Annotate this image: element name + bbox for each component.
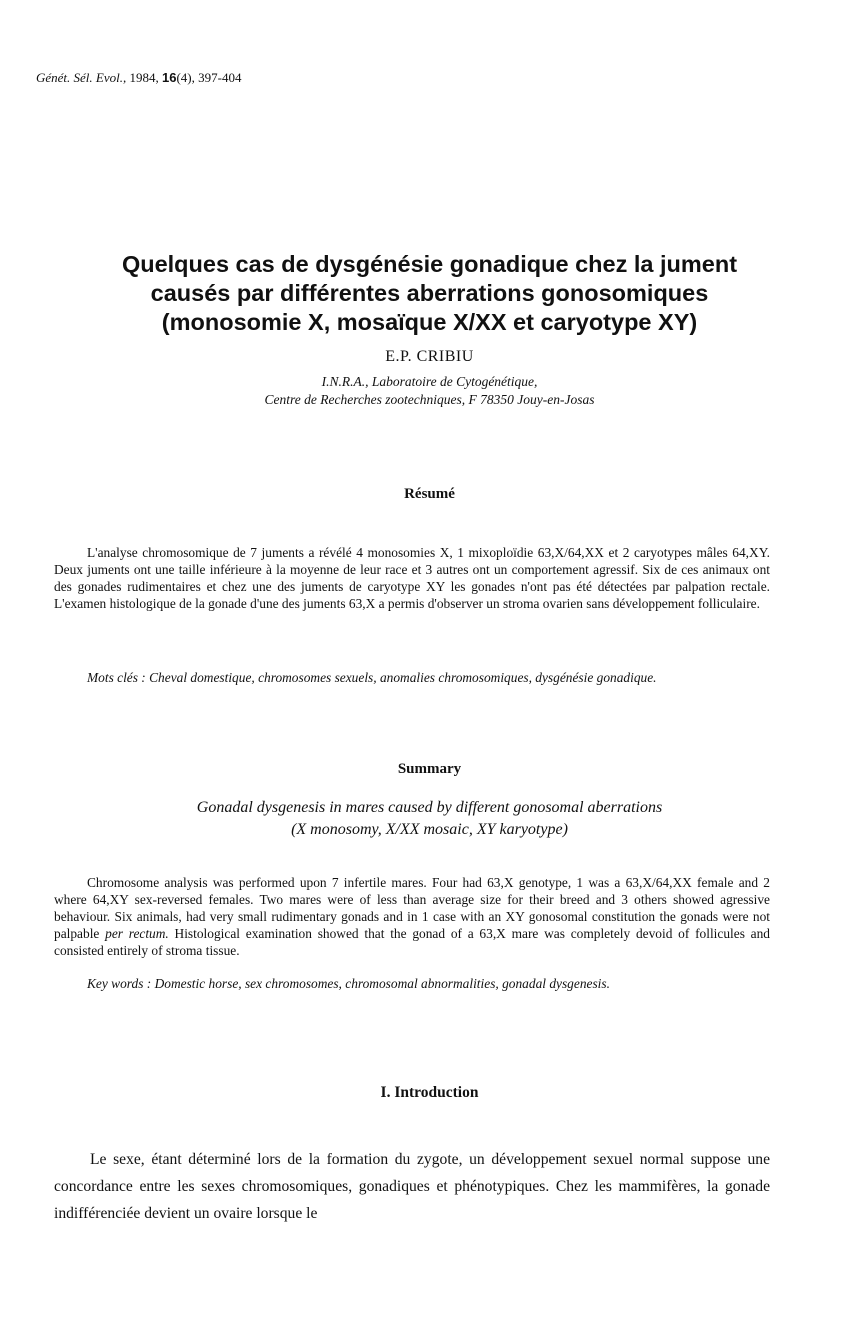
summary-keywords-text: Domestic horse, sex chromosomes, chromosomal abnormalities, gonadal dysgenesis. [154,976,610,991]
resume-heading: Résumé [404,486,455,502]
author-name: E.P. CRIBIU [385,348,474,365]
resume-keywords [54,669,770,686]
introduction-heading: I. Introduction [380,1084,479,1101]
summary-title-line-2: (X monosomy, X/XX mosaic, XY karyotype) [291,821,568,838]
resume-keywords-text: Cheval domestique, chromosomes sexuels, anomalies chromosomiques, dysgénésie gonadique. [149,670,657,685]
citation-issue-pages: (4), 397-404 [176,70,242,85]
summary-keywords-label: Key words : [87,976,152,991]
summary-english-title [0,797,859,841]
title-line-2: causés par différentes aberrations gonosomiques [150,280,709,306]
affiliation-line-2: Centre de Recherches zootechniques, F 78350 Jouy-en-Josas [264,392,595,407]
summary-italic-phrase: per rectum. [105,926,169,941]
journal-citation [36,70,241,86]
summary-text-part-2: Histological examination showed that the gonad of a 63,X mare was completely devoid of follicules and consisted entirely of stroma tissue. [54,926,770,958]
citation-year: 1984, [129,70,159,85]
affiliation-line-1: I.N.R.A., Laboratoire de Cytogénétique, [321,374,538,389]
summary-text-part-1: Chromosome analysis was performed upon 7 infertile mares. Four had 63,X genotype, 1 was a 63,X/64,XX female and 2 where 64,XY sex-reversed females. Two mares were of less than average size for their breed and 3 others showed agressive behaviour. Six animals, had very small rudimentary gonads and in 1 case with an XY gonosomal constitution the gonads were not palpable [54,875,770,941]
title-line-3: (monosomie X, mosaïque X/XX et caryotype XY) [161,309,698,335]
title-line-1: Quelques cas de dysgénésie gonadique chez la jument [121,251,738,277]
affiliation [0,373,859,409]
resume-paragraph [54,544,770,612]
summary-heading: Summary [397,761,462,777]
summary-title-line-1: Gonadal dysgenesis in mares caused by different gonosomal aberrations [196,799,663,816]
introduction-paragraph [54,1146,770,1227]
journal-name: Génét. Sél. Evol., [36,70,127,85]
introduction-text: Le sexe, étant déterminé lors de la formation du zygote, un développement sexuel normal suppose une concordance entre les sexes chromosomiques, gonadiques et phénotypiques. Chez les mammifères, la gonade indifférenciée devient un ovaire lorsque le [54,1151,770,1222]
paper-title [40,250,819,337]
summary-paragraph [54,874,770,959]
citation-volume: 16 [162,70,177,85]
summary-keywords [54,975,770,992]
resume-keywords-label: Mots clés : [87,670,146,685]
resume-text: L'analyse chromosomique de 7 juments a révélé 4 monosomies X, 1 mixoploïdie 63,X/64,XX et 2 caryotypes mâles 64,XY. Deux juments ont une taille inférieure à la moyenne de leur race et 3 autres ont un comportement agressif. Six de ces animaux ont des gonades rudimentaires et chez une des juments de caryotype XY les gonades n'ont pas été détectées par palpation rectale. L'examen histologique de la gonade d'une des juments 63,X a permis d'observer un stroma ovarien sans développement folliculaire. [54,545,770,611]
